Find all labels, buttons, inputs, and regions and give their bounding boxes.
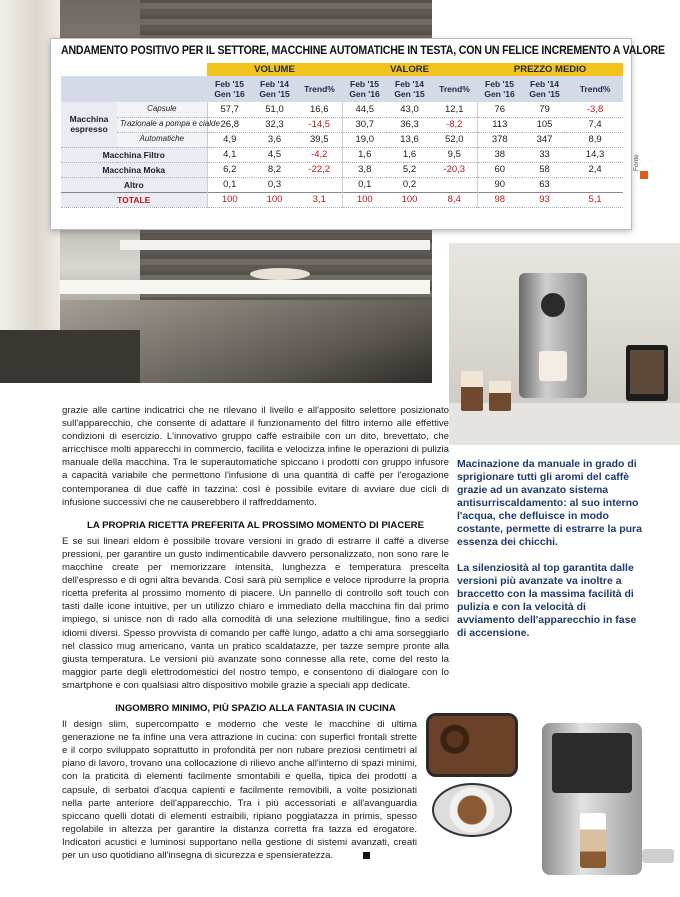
table-cell: -20,3 [432,162,477,177]
table-row [61,177,623,192]
coffee-glass-image [489,381,511,411]
table-cell: 98 [477,192,522,207]
article-paragraph: E se sui lineari eldom è possibile trovare versioni in grado di estrarre il caffè a diverse pressioni, per garantire un gusto indimenticabile davvero personalizzato, non sono rare le macchine create per memorizzare intensità, lunghezza e temperatura prescelta dell'espresso e di ogni altra bevanda. Così sarà più semplice e veloce riprodurre la propria ricetta preferita al prossimo momento di piacere. Un pannello di controllo soft touch con tasti dalle icone intuitive, per un utilizzo chiaro e immediato della macchina fin dal primo impiego, si unisce non di rado alla comodità di una selezione multilingue, fino a sedici idiomi diversi. Spesso provvista di comando per caffè lungo, adatto a chi ama sorseggiarlo nel classico mug americano, vanta un pratico scaldatazze, per tazze sempre pronte alla giusta temperatura. Le versioni più avanzate sono connesse alla rete, come del resto la maggior parte degli elettrodomestici del nostro tempo, e consentono di dialogare con lo smartphone e con qualsiasi altro dispositivo mobile grazie a speciali app dedicate. [62,535,449,691]
table-cell: 113 [477,117,522,132]
table-cell: 100 [342,192,387,207]
row-category: TOTALE [61,192,207,207]
column-header: Feb '15 Gen '16 [342,76,387,102]
row-category: Macchina Moka [61,162,207,177]
table-cell: 43,0 [387,102,432,117]
counter [0,330,140,383]
table-cell: 4,9 [207,132,252,147]
column-header: Feb '15 Gen '16 [207,76,252,102]
slim-machine-image [542,723,642,875]
row-subcategory: Automatiche [117,132,207,147]
table-cell: 33 [522,147,567,162]
row-subcategory: Capsule [117,102,207,117]
table-cell: 105 [522,117,567,132]
table-cell: 5,1 [567,192,623,207]
shelf [120,240,430,250]
table-cell [297,177,342,192]
row-subcategory: Trazionale a pompa e cialde [117,117,207,132]
table-cell: -3,8 [567,102,623,117]
table-cell: 79 [522,102,567,117]
caption-paragraph: Macinazione da manuale in grado di sprigionare tutti gli aromi del caffè grazie ad un avanzato sistema antisurriscaldamento: al suo interno l'acqua, che defluisce in modo costante, permette di estrarre la pura essenza dei chicchi. [457,458,642,548]
column-header: Feb '14 Gen '15 [387,76,432,102]
row-category: Altro [61,177,207,192]
group-header: PREZZO MEDIO [477,63,623,76]
table-cell: 51,0 [252,102,297,117]
table-cell: 19,0 [342,132,387,147]
row-category: Macchina Filtro [61,147,207,162]
column-header: Feb '14 Gen '15 [522,76,567,102]
table-cell: 12,1 [432,102,477,117]
table-cell: 93 [522,192,567,207]
table-row [61,162,623,177]
espresso-machine-image [519,273,587,398]
table-cell: 7,4 [567,117,623,132]
table-cell: 52,0 [432,132,477,147]
remote-image [642,849,674,863]
table-cell: 347 [522,132,567,147]
coffee-glass-image [461,371,483,411]
table-row [61,132,623,147]
table-cell: 100 [207,192,252,207]
article-paragraph: grazie alle cartine indicatrici che ne rilevano il livello e all'apposito selettore posizionato sull'apparecchio, che consente di adattare il funzionamento del filtro interno alle effettive condizioni di esercizio. L'innovativo gruppo caffè estraibile con un dito, brevettato, che arricchisce molti apparecchi in commercio, facilita e velocizza infine le operazioni di pulizia manuale della macchina. Tra le superautomatiche spiccano i prodotti con gruppo infusore a capacità variabile che permettono l'infusione di una quantità di caffè per l'erogazione contemporanea di due caffè in tazzina: così è possibile evitare di avviare due cicli di infusione successivi che ne causerebbero il raffreddamento. [62,405,449,508]
table-cell: 26,8 [207,117,252,132]
table-cell: 90 [477,177,522,192]
table-cell: 2,4 [567,162,623,177]
table-cell: -14,5 [297,117,342,132]
table-row [61,102,623,117]
table-cell: 4,1 [207,147,252,162]
column-header: Trend% [297,76,342,102]
row-category: Macchina espresso [61,102,117,147]
table-cell: 0,1 [342,177,387,192]
table-cell: 38 [477,147,522,162]
table-cell: 100 [387,192,432,207]
section-heading: LA PROPRIA RICETTA PREFERITA AL PROSSIMO MOMENTO DI PIACERE [86,519,425,531]
table-cell: 30,7 [342,117,387,132]
table-cell: 36,3 [387,117,432,132]
table-cell: 3,8 [342,162,387,177]
table-cell: 14,3 [567,147,623,162]
column-header: Feb '15 Gen '16 [477,76,522,102]
table-body [61,102,623,207]
table-cell: -22,2 [297,162,342,177]
total-row [61,192,623,207]
column-header: Feb '14 Gen '15 [252,76,297,102]
column-header: Trend% [567,76,623,102]
article-paragraph: Il design slim, supercompatto e moderno che veste le macchine di ultima generazione ne fa infine una vera attrazione in cucina: con superfici frontali strette e il corpo sviluppato soprattutto in profondità per non rubare preziosi centimetri al piano di lavoro, trovano una collocazione di rilievo anche all'interno di spazi minimi, con la praticità di elementi facilmente smontabili e quella, tipica dei prodotti a capsule, di serbatoi d'acqua capienti e facilmente removibili, a volte posizionati nella parte anteriore dell'apparecchio. Tra i più accessoriati e all'avanguardia spiccano quelli dotati di elementi estraibili, ripiano poggiatazza in primis, spesso regolabile in altezza per garantire la distanza corretta fra tazza ed erogatore. Indicatori acustici e luminosi supportano nella gestione di sistemi avanzati, creati per un uso quotidiano all'insegna di sicurezza e spensieratezza. [62,719,417,861]
table-cell: 13,6 [387,132,432,147]
market-table [61,63,623,208]
article-column [62,404,449,862]
group-header: VOLUME [207,63,342,76]
table-cell: 39,5 [297,132,342,147]
table-cell: 76 [477,102,522,117]
table-cell: 100 [252,192,297,207]
table-cell: 63 [522,177,567,192]
machine-photo [449,243,680,445]
table-cell: 44,5 [342,102,387,117]
table-cell: 8,2 [252,162,297,177]
table-cell: 9,5 [432,147,477,162]
column-header: Trend% [432,76,477,102]
tablet-image [626,345,668,401]
table-cell [432,177,477,192]
source-tag: Fonte [633,145,643,181]
coffee-beans-image [426,713,518,777]
espresso-cup-image [432,783,512,837]
table-cell: 3,6 [252,132,297,147]
table-cell: 0,3 [252,177,297,192]
table-cell: 5,2 [387,162,432,177]
table-cell: 4,5 [252,147,297,162]
section-heading: INGOMBRO MINIMO, PIÙ SPAZIO ALLA FANTASIA IN CUCINA [115,702,396,714]
table-cell: -4,2 [297,147,342,162]
table-cell: 57,7 [207,102,252,117]
photo-caption [457,458,642,653]
table-cell: 6,2 [207,162,252,177]
table-cell: 0,1 [207,177,252,192]
table-cell [567,177,623,192]
shelf [60,280,430,294]
group-header: VALORE [342,63,477,76]
table-cell: 8,9 [567,132,623,147]
table-cell: -8,2 [432,117,477,132]
table-row [61,147,623,162]
table-cell: 0,2 [387,177,432,192]
table-cell: 32,3 [252,117,297,132]
table-row [61,117,623,132]
table-cell: 58 [522,162,567,177]
table-cell: 3,1 [297,192,342,207]
table-cell: 1,6 [342,147,387,162]
plate [250,268,310,280]
caption-paragraph: La silenziosità al top garantita dalle versioni più avanzate va inoltre a braccetto con la massima facilità di pulizia e con la velocità di avviamento dell'apparecchio in fase di accensione. [457,562,637,639]
table-cell: 8,4 [432,192,477,207]
table-cell: 1,6 [387,147,432,162]
table-title: ANDAMENTO POSITIVO PER IL SETTORE, MACCHINE AUTOMATICHE IN TESTA, CON UN FELICE INCREMENTO A VALORE [61,45,665,57]
table-cell: 378 [477,132,522,147]
table-cell: 60 [477,162,522,177]
end-mark-icon [363,852,370,859]
table-cell: 16,6 [297,102,342,117]
slim-machine-photo [420,707,680,885]
